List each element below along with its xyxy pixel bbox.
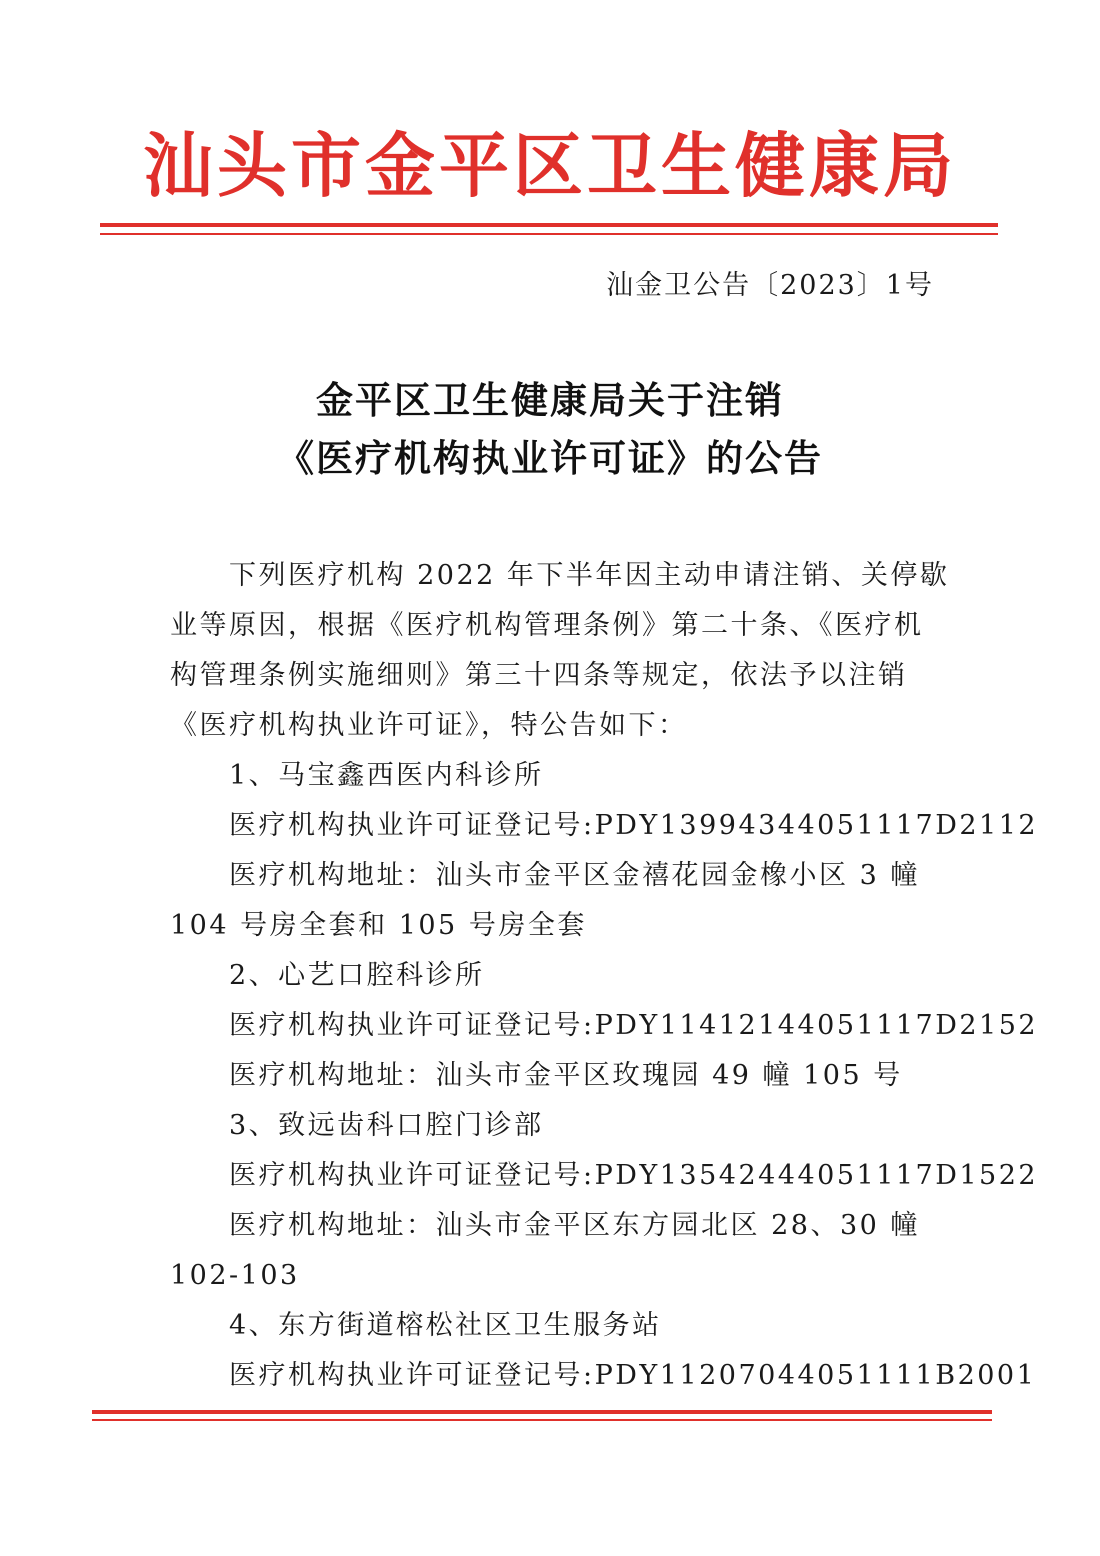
institution-1-address-line-2: 104 号房全套和 105 号房全套	[170, 910, 587, 941]
footer-rule-thin	[92, 1419, 992, 1421]
document-title	[120, 372, 980, 488]
intro-line-4: 《医疗机构执业许可证》，特公告如下：	[170, 710, 688, 741]
intro-line-1: 下列医疗机构 2022 年下半年因主动申请注销、关停歇	[229, 560, 950, 591]
masthead-agency-name: 汕头市金平区卫生健康局	[143, 124, 957, 207]
institution-4-license: 医疗机构执业许可证登记号:PDY11207044051111B2001	[229, 1360, 1037, 1391]
intro-line-2: 业等原因，根据《医疗机构管理条例》第二十条、《医疗机	[170, 610, 924, 641]
document-number: 汕金卫公告〔2023〕1号	[606, 270, 934, 301]
institution-1-address-line-1: 医疗机构地址：汕头市金平区金禧花园金橡小区 3 幢	[229, 860, 920, 891]
institution-1-name: 1、马宝鑫西医内科诊所	[229, 760, 544, 791]
masthead-rule-thin	[100, 233, 998, 235]
title-line-2: 《医疗机构执业许可证》的公告	[277, 437, 823, 480]
institution-3-license: 医疗机构执业许可证登记号:PDY13542444051117D1522	[229, 1160, 1039, 1191]
intro-line-3: 构管理条例实施细则》第三十四条等规定，依法予以注销	[170, 660, 908, 691]
masthead-rule-thick	[100, 223, 998, 227]
institution-3-name: 3、致远齿科口腔门诊部	[229, 1110, 544, 1141]
title-line-1: 金平区卫生健康局关于注销	[316, 379, 784, 422]
institution-2-name: 2、心艺口腔科诊所	[229, 960, 485, 991]
footer-rule-thick	[92, 1410, 992, 1414]
institution-3-address-line-2: 102-103	[170, 1260, 300, 1291]
institution-3-address-line-1: 医疗机构地址：汕头市金平区东方园北区 28、30 幢	[229, 1210, 920, 1241]
institution-2-license: 医疗机构执业许可证登记号:PDY11412144051117D2152	[229, 1010, 1039, 1041]
institution-1-license: 医疗机构执业许可证登记号:PDY13994344051117D2112	[229, 810, 1039, 841]
institution-4-name: 4、东方街道榕松社区卫生服务站	[229, 1310, 662, 1341]
institution-2-address-line-1: 医疗机构地址：汕头市金平区玫瑰园 49 幢 105 号	[229, 1060, 903, 1091]
